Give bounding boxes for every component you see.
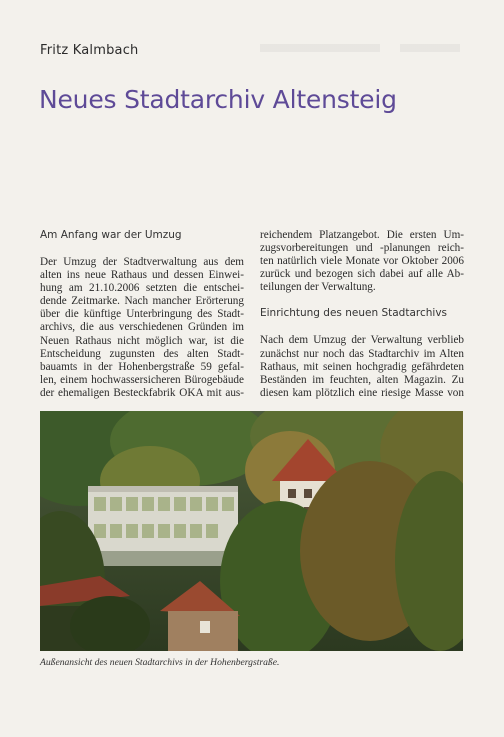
text-line: bauamts in der Hohenbergstraße 59 gefal-	[40, 360, 244, 373]
text-line: dende Zeitmarke. Nach mancher Erörterung	[40, 295, 244, 308]
text-line: archivs, die aus verschiedenen Gründen im	[40, 321, 244, 334]
text-line: zunächst nur noch das Stadtarchiv im Alten	[260, 347, 464, 360]
text-line: Beständen im feuchten, alten Magazin. Zu	[260, 373, 464, 386]
author-name: Fritz Kalmbach	[40, 43, 139, 58]
paragraph-umzug	[40, 256, 244, 400]
text-line: Entscheidung zugunsten des alten Stadt-	[40, 347, 244, 360]
text-line: Nach dem Umzug der Verwaltung verblieb	[260, 334, 464, 347]
text-line: len, einem hochwassersicheren Bürogebäude	[40, 373, 244, 386]
text-line: reichendem Platzangebot. Die ersten Um-	[260, 229, 464, 241]
article-title: Neues Stadtarchiv Altensteig	[39, 85, 397, 114]
text-line: zurück und bezogen sich dabei auf alle Ab-	[260, 268, 464, 281]
text-line: alten ins neue Rathaus und dessen Einwei-	[40, 269, 244, 282]
show-through-header	[260, 44, 460, 52]
text-line: diesen kam plötzlich eine riesige Masse von	[260, 386, 464, 399]
left-column	[40, 229, 244, 400]
building-photo	[40, 411, 463, 651]
text-line: Neuen Rathaus nicht möglich war, ist die	[40, 334, 244, 347]
text-line: hung am 21.10.2006 setzten die entschei-	[40, 282, 244, 295]
text-line: zugsvorbereitungen und -planungen reich-	[260, 242, 464, 255]
text-line: teilungen der Verwaltung.	[260, 281, 376, 294]
text-line: Der Umzug der Stadtverwaltung aus dem	[40, 256, 244, 268]
paragraph-einrichtung	[260, 334, 464, 399]
right-column	[260, 229, 464, 400]
section-heading-einrichtung: Einrichtung des neuen Stadtarchivs	[260, 307, 448, 320]
text-line: ten natürlich viele Monate vor Oktober 2006	[260, 255, 464, 268]
photo-caption: Außenansicht des neuen Stadtarchivs in der Hohenbergstraße.	[40, 657, 280, 668]
section-heading-umzug: Am Anfang war der Umzug	[40, 229, 182, 241]
text-line: Rathaus, mit seinen hochgradig gefährdeten	[260, 360, 464, 373]
paragraph-continuation	[260, 229, 464, 294]
text-line: über die künftige Unterbringung des Stadt-	[40, 308, 244, 321]
text-line: der ehemaligen Besteckfabrik OKA mit aus-	[40, 386, 244, 399]
